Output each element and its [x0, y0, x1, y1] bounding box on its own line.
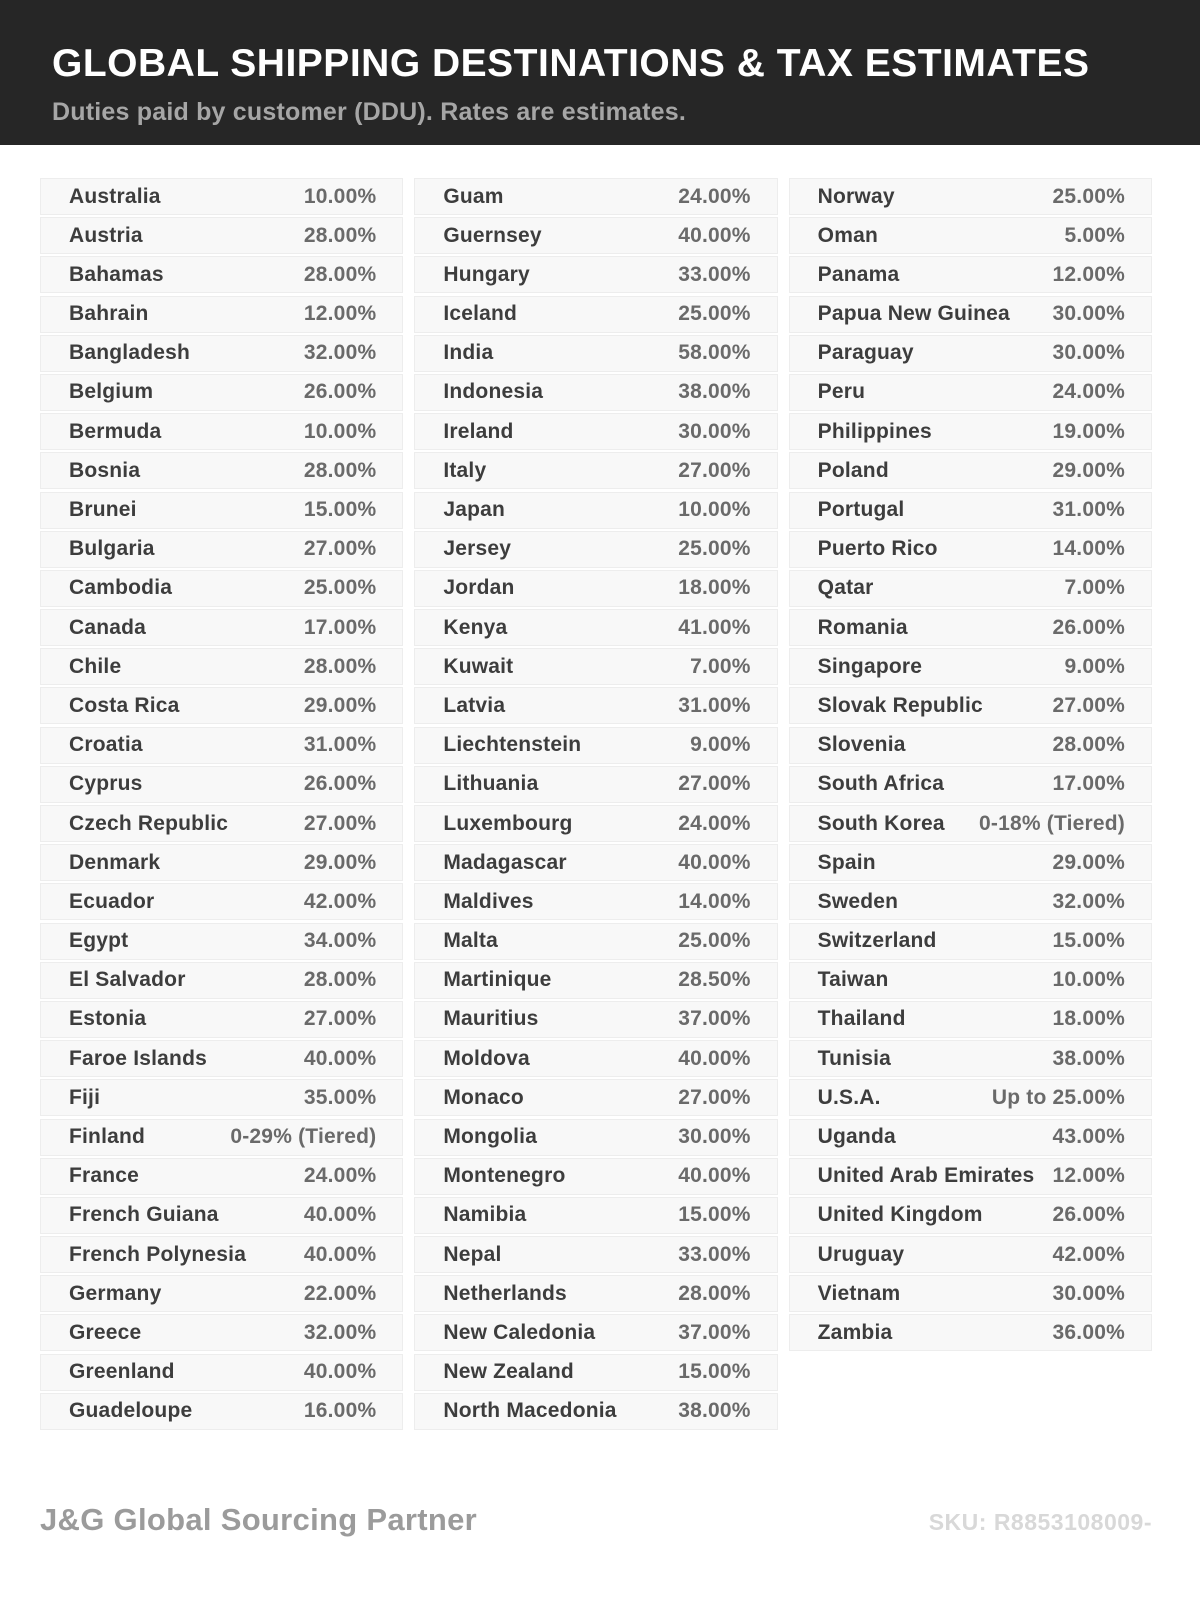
tax-rate: 7.00%: [1064, 576, 1125, 600]
table-row: [414, 492, 777, 529]
country-name: Bulgaria: [69, 537, 155, 561]
table-row: [414, 766, 777, 803]
table-row: [789, 570, 1152, 607]
country-name: Germany: [69, 1281, 162, 1305]
country-name: Australia: [69, 184, 161, 208]
table-row: [789, 335, 1152, 372]
tax-rate: 26.00%: [1052, 615, 1125, 639]
table-row: [789, 1236, 1152, 1273]
country-name: Maldives: [443, 889, 534, 913]
table-row: [789, 687, 1152, 724]
country-name: Italy: [443, 458, 487, 482]
table-row: [40, 413, 403, 450]
tax-rate: 0-18% (Tiered): [979, 811, 1125, 835]
country-name: Taiwan: [817, 968, 889, 992]
tax-rate: 14.00%: [678, 889, 751, 913]
tax-rate: 40.00%: [678, 1164, 751, 1188]
table-row: [414, 1119, 777, 1156]
country-name: Philippines: [817, 419, 932, 443]
country-name: Montenegro: [443, 1164, 566, 1188]
country-name: Poland: [817, 458, 889, 482]
country-name: Greece: [69, 1320, 142, 1344]
table-row: [789, 766, 1152, 803]
tax-rate: 25.00%: [678, 929, 751, 953]
country-name: Liechtenstein: [443, 733, 582, 757]
tax-rate: 30.00%: [1052, 1281, 1125, 1305]
table-row: [40, 1001, 403, 1038]
country-name: Slovak Republic: [817, 693, 983, 717]
table-row: [789, 413, 1152, 450]
country-name: Brunei: [69, 498, 137, 521]
country-name: Namibia: [443, 1203, 527, 1227]
tax-rate: 31.00%: [678, 693, 751, 717]
country-name: Egypt: [69, 929, 129, 953]
country-name: New Zealand: [443, 1360, 574, 1384]
table-row: [40, 1197, 403, 1234]
tax-rate: 17.00%: [303, 615, 377, 639]
table-row: [414, 1275, 777, 1312]
table-row: [40, 1354, 403, 1391]
table-row: [789, 1001, 1152, 1038]
country-name: France: [69, 1164, 140, 1188]
country-name: Kenya: [443, 615, 508, 639]
tax-rate: 17.00%: [1052, 772, 1125, 796]
table-row: [40, 335, 403, 372]
tax-rate: 34.00%: [303, 929, 377, 953]
table-row: [40, 923, 403, 960]
country-name: Zambia: [817, 1320, 893, 1344]
table-row: [414, 844, 777, 881]
tax-rate: 38.00%: [678, 1399, 751, 1423]
tax-rate: 0-29% (Tiered): [230, 1125, 377, 1148]
country-name: Mongolia: [443, 1125, 538, 1148]
rates-column-3: [789, 178, 1152, 1354]
country-name: United Kingdom: [817, 1203, 983, 1227]
table-row: [414, 374, 777, 411]
country-name: Lithuania: [443, 772, 539, 796]
tax-rate: 29.00%: [303, 850, 377, 874]
country-name: Latvia: [443, 693, 506, 717]
tax-rate: 15.00%: [303, 498, 377, 521]
tax-rate: 27.00%: [1052, 693, 1125, 717]
country-name: Malta: [443, 929, 499, 953]
table-row: [40, 844, 403, 881]
country-name: Chile: [69, 654, 122, 678]
country-name: Bangladesh: [69, 341, 191, 365]
tax-rate: 33.00%: [678, 262, 751, 286]
tax-rate: 15.00%: [1052, 929, 1125, 953]
country-name: Norway: [817, 184, 895, 208]
country-name: Japan: [443, 498, 506, 521]
table-row: [414, 256, 777, 293]
tax-rate: 36.00%: [1052, 1320, 1125, 1344]
brand-name: J&G Global Sourcing Partner: [40, 1502, 478, 1537]
country-name: Switzerland: [817, 929, 937, 953]
table-row: [40, 883, 403, 920]
tax-rate: 37.00%: [678, 1007, 751, 1031]
tax-rate: 41.00%: [678, 615, 751, 639]
tax-rate: 30.00%: [1052, 302, 1125, 326]
tax-rate: 28.00%: [303, 968, 377, 992]
tax-rate: 28.50%: [678, 968, 751, 992]
table-row: [40, 492, 403, 529]
tax-rate: 27.00%: [678, 772, 751, 796]
table-row: [789, 1275, 1152, 1312]
table-row: [414, 1040, 777, 1077]
table-row: [40, 452, 403, 489]
tax-rate: 24.00%: [678, 184, 751, 208]
table-row: [40, 766, 403, 803]
table-row: [789, 1119, 1152, 1156]
country-name: Fiji: [69, 1085, 101, 1109]
country-name: Panama: [817, 262, 900, 286]
table-row: [789, 609, 1152, 646]
table-row: [40, 531, 403, 568]
table-row: [789, 1314, 1152, 1351]
country-name: Canada: [69, 615, 147, 639]
table-row: [789, 1197, 1152, 1234]
table-row: [789, 1079, 1152, 1116]
country-name: Vietnam: [817, 1281, 901, 1305]
tax-rate: 38.00%: [678, 380, 751, 404]
tax-rate: 58.00%: [678, 341, 751, 365]
table-row: [40, 1275, 403, 1312]
tax-rate: 27.00%: [678, 1085, 751, 1109]
tax-rate: 5.00%: [1064, 223, 1125, 247]
country-name: Cambodia: [69, 576, 173, 600]
table-row: [414, 1079, 777, 1116]
table-row: [414, 883, 777, 920]
tax-rate: 25.00%: [303, 576, 377, 600]
tax-rate: 40.00%: [303, 1360, 377, 1384]
page-title: GLOBAL SHIPPING DESTINATIONS & TAX ESTIMATES: [52, 42, 1090, 85]
country-name: North Macedonia: [443, 1399, 617, 1423]
country-name: Bahrain: [69, 302, 149, 326]
country-name: Peru: [817, 380, 866, 404]
tax-rate: 40.00%: [678, 223, 751, 247]
tax-rate: 31.00%: [1052, 498, 1125, 521]
table-row: [40, 1236, 403, 1273]
tax-rate: 10.00%: [303, 184, 377, 208]
table-row: [40, 687, 403, 724]
country-name: Bosnia: [69, 458, 141, 482]
country-name: Croatia: [69, 733, 143, 757]
table-row: [414, 413, 777, 450]
country-name: Papua New Guinea: [817, 302, 1010, 326]
rates-column-2: [414, 178, 777, 1432]
country-name: Greenland: [69, 1360, 175, 1384]
table-row: [789, 883, 1152, 920]
country-name: United Arab Emirates: [817, 1164, 1035, 1188]
country-name: Madagascar: [443, 850, 567, 874]
tax-rate: 27.00%: [678, 458, 751, 482]
country-name: Iceland: [443, 302, 518, 326]
country-name: Estonia: [69, 1007, 147, 1031]
table-row: [414, 923, 777, 960]
tax-rate: 29.00%: [1052, 850, 1125, 874]
country-name: Qatar: [817, 576, 874, 600]
table-row: [414, 452, 777, 489]
country-name: Bermuda: [69, 419, 162, 443]
tax-rate: 12.00%: [303, 302, 377, 326]
tax-rate: 28.00%: [303, 458, 377, 482]
table-row: [789, 531, 1152, 568]
tax-rate: 29.00%: [1052, 458, 1125, 482]
country-name: Bahamas: [69, 262, 164, 286]
country-name: South Korea: [817, 811, 945, 835]
country-name: Sweden: [817, 889, 899, 913]
country-name: Ecuador: [69, 889, 155, 913]
table-row: [414, 570, 777, 607]
table-row: [40, 727, 403, 764]
country-name: Tunisia: [817, 1046, 892, 1070]
tax-rate: 10.00%: [303, 419, 377, 443]
country-name: Moldova: [443, 1046, 530, 1070]
tax-rate: 16.00%: [303, 1399, 377, 1423]
tax-rate: 27.00%: [303, 811, 377, 835]
country-name: Kuwait: [443, 654, 514, 678]
country-name: New Caledonia: [443, 1320, 596, 1344]
tax-rate: 12.00%: [1052, 1164, 1125, 1188]
table-row: [789, 256, 1152, 293]
tax-rate: 28.00%: [1052, 733, 1125, 757]
table-row: [40, 217, 403, 254]
tax-rate: 25.00%: [1052, 184, 1125, 208]
tax-rate: 15.00%: [678, 1203, 751, 1227]
tax-rate: 30.00%: [1052, 341, 1125, 365]
table-row: [789, 727, 1152, 764]
country-name: Faroe Islands: [69, 1046, 207, 1070]
tax-rate: 24.00%: [678, 811, 751, 835]
tax-rate: 33.00%: [678, 1242, 751, 1266]
country-name: Nepal: [443, 1242, 502, 1266]
table-row: [40, 1393, 403, 1430]
tax-rate: 32.00%: [303, 1320, 377, 1344]
tax-rate: 9.00%: [1064, 654, 1125, 678]
table-row: [40, 609, 403, 646]
table-row: [789, 296, 1152, 333]
tax-rate: 43.00%: [1052, 1125, 1125, 1148]
country-name: Ireland: [443, 419, 514, 443]
table-row: [789, 805, 1152, 842]
table-row: [40, 296, 403, 333]
country-name: Cyprus: [69, 772, 143, 796]
tax-rate: 40.00%: [303, 1203, 377, 1227]
tax-rate: 18.00%: [678, 576, 751, 600]
tax-rate: Up to 25.00%: [991, 1085, 1125, 1109]
table-row: [789, 217, 1152, 254]
country-name: Thailand: [817, 1007, 906, 1031]
tax-rate: 10.00%: [1052, 968, 1125, 992]
table-row: [414, 1393, 777, 1430]
tax-rate: 26.00%: [303, 380, 377, 404]
tax-rate: 28.00%: [678, 1281, 751, 1305]
table-row: [789, 923, 1152, 960]
country-name: Uganda: [817, 1125, 896, 1148]
country-name: Jersey: [443, 537, 512, 561]
tax-rate: 25.00%: [678, 537, 751, 561]
table-row: [789, 648, 1152, 685]
tax-rate: 31.00%: [303, 733, 377, 757]
tax-rate: 7.00%: [690, 654, 751, 678]
table-row: [789, 492, 1152, 529]
country-name: Guadeloupe: [69, 1399, 193, 1423]
country-name: French Polynesia: [69, 1242, 247, 1266]
page-subtitle: Duties paid by customer (DDU). Rates are estimates.: [52, 98, 687, 126]
tax-rate: 40.00%: [303, 1046, 377, 1070]
tax-rate: 22.00%: [303, 1281, 377, 1305]
country-name: Luxembourg: [443, 811, 573, 835]
tax-rate: 15.00%: [678, 1360, 751, 1384]
table-row: [414, 217, 777, 254]
header-banner: [0, 0, 1200, 145]
table-row: [414, 531, 777, 568]
table-row: [40, 1079, 403, 1116]
country-name: Belgium: [69, 380, 154, 404]
tax-rate: 30.00%: [678, 419, 751, 443]
country-name: Puerto Rico: [817, 537, 938, 561]
tax-rate: 28.00%: [303, 223, 377, 247]
table-row: [789, 1158, 1152, 1195]
country-name: Singapore: [817, 654, 923, 678]
country-name: Jordan: [443, 576, 515, 600]
table-row: [414, 648, 777, 685]
country-name: Romania: [817, 615, 908, 639]
footer: [40, 1502, 1152, 1538]
sku-label: SKU: R8853108009-: [928, 1509, 1152, 1535]
tax-rate: 9.00%: [690, 733, 751, 757]
country-name: Oman: [817, 223, 878, 247]
tax-rate: 14.00%: [1052, 537, 1125, 561]
country-name: Guam: [443, 184, 504, 208]
country-name: Mauritius: [443, 1007, 539, 1031]
table-row: [414, 1197, 777, 1234]
country-name: U.S.A.: [817, 1085, 881, 1109]
tax-rate: 35.00%: [303, 1085, 377, 1109]
table-row: [414, 1001, 777, 1038]
tax-rate: 19.00%: [1052, 419, 1125, 443]
country-name: Costa Rica: [69, 693, 180, 717]
table-row: [414, 805, 777, 842]
table-row: [40, 1158, 403, 1195]
table-row: [789, 178, 1152, 215]
table-row: [40, 570, 403, 607]
country-name: Finland: [69, 1125, 146, 1148]
table-row: [414, 962, 777, 999]
tax-rate: 40.00%: [303, 1242, 377, 1266]
country-name: Czech Republic: [69, 811, 229, 835]
table-row: [414, 1354, 777, 1391]
tax-rate: 26.00%: [1052, 1203, 1125, 1227]
rates-column-1: [40, 178, 403, 1432]
table-row: [40, 374, 403, 411]
tax-rate: 28.00%: [303, 262, 377, 286]
tax-rate: 28.00%: [303, 654, 377, 678]
country-name: Guernsey: [443, 223, 542, 247]
country-name: Martinique: [443, 968, 552, 992]
table-row: [414, 296, 777, 333]
table-row: [789, 1040, 1152, 1077]
table-row: [414, 178, 777, 215]
table-row: [789, 844, 1152, 881]
country-name: Monaco: [443, 1085, 524, 1109]
tax-rate: 27.00%: [303, 537, 377, 561]
rates-table: [0, 145, 1200, 1432]
table-row: [40, 1314, 403, 1351]
table-row: [414, 1236, 777, 1273]
tax-rate: 10.00%: [678, 498, 751, 521]
table-row: [414, 335, 777, 372]
tax-rate: 37.00%: [678, 1320, 751, 1344]
tax-rate: 26.00%: [303, 772, 377, 796]
tax-rate: 24.00%: [303, 1164, 377, 1188]
tax-rate: 25.00%: [678, 302, 751, 326]
tax-rate: 18.00%: [1052, 1007, 1125, 1031]
table-row: [414, 609, 777, 646]
country-name: Austria: [69, 223, 143, 247]
country-name: Netherlands: [443, 1281, 567, 1305]
tax-rate: 42.00%: [303, 889, 377, 913]
country-name: Uruguay: [817, 1242, 905, 1266]
tax-rate: 12.00%: [1052, 262, 1125, 286]
tax-rate: 30.00%: [678, 1125, 751, 1148]
table-row: [40, 178, 403, 215]
table-row: [40, 1119, 403, 1156]
country-name: Denmark: [69, 850, 161, 874]
table-row: [40, 962, 403, 999]
country-name: Slovenia: [817, 733, 906, 757]
table-row: [40, 648, 403, 685]
country-name: Hungary: [443, 262, 530, 286]
tax-rate: 27.00%: [303, 1007, 377, 1031]
table-row: [414, 1158, 777, 1195]
tax-rate: 32.00%: [1052, 889, 1125, 913]
country-name: India: [443, 341, 494, 365]
tax-rate: 40.00%: [678, 1046, 751, 1070]
tax-rate: 24.00%: [1052, 380, 1125, 404]
tax-rate: 38.00%: [1052, 1046, 1125, 1070]
table-row: [789, 962, 1152, 999]
table-row: [789, 452, 1152, 489]
table-row: [414, 1314, 777, 1351]
table-row: [789, 374, 1152, 411]
table-row: [40, 1040, 403, 1077]
table-row: [414, 727, 777, 764]
country-name: El Salvador: [69, 968, 186, 992]
table-row: [40, 256, 403, 293]
table-row: [40, 805, 403, 842]
country-name: Indonesia: [443, 380, 544, 404]
country-name: South Africa: [817, 772, 945, 796]
table-row: [414, 687, 777, 724]
tax-rate: 40.00%: [678, 850, 751, 874]
country-name: French Guiana: [69, 1203, 219, 1227]
tax-rate: 29.00%: [303, 693, 377, 717]
country-name: Paraguay: [817, 341, 914, 365]
tax-rate: 32.00%: [303, 341, 377, 365]
country-name: Spain: [817, 850, 876, 874]
tax-rate: 42.00%: [1052, 1242, 1125, 1266]
country-name: Portugal: [817, 498, 905, 521]
